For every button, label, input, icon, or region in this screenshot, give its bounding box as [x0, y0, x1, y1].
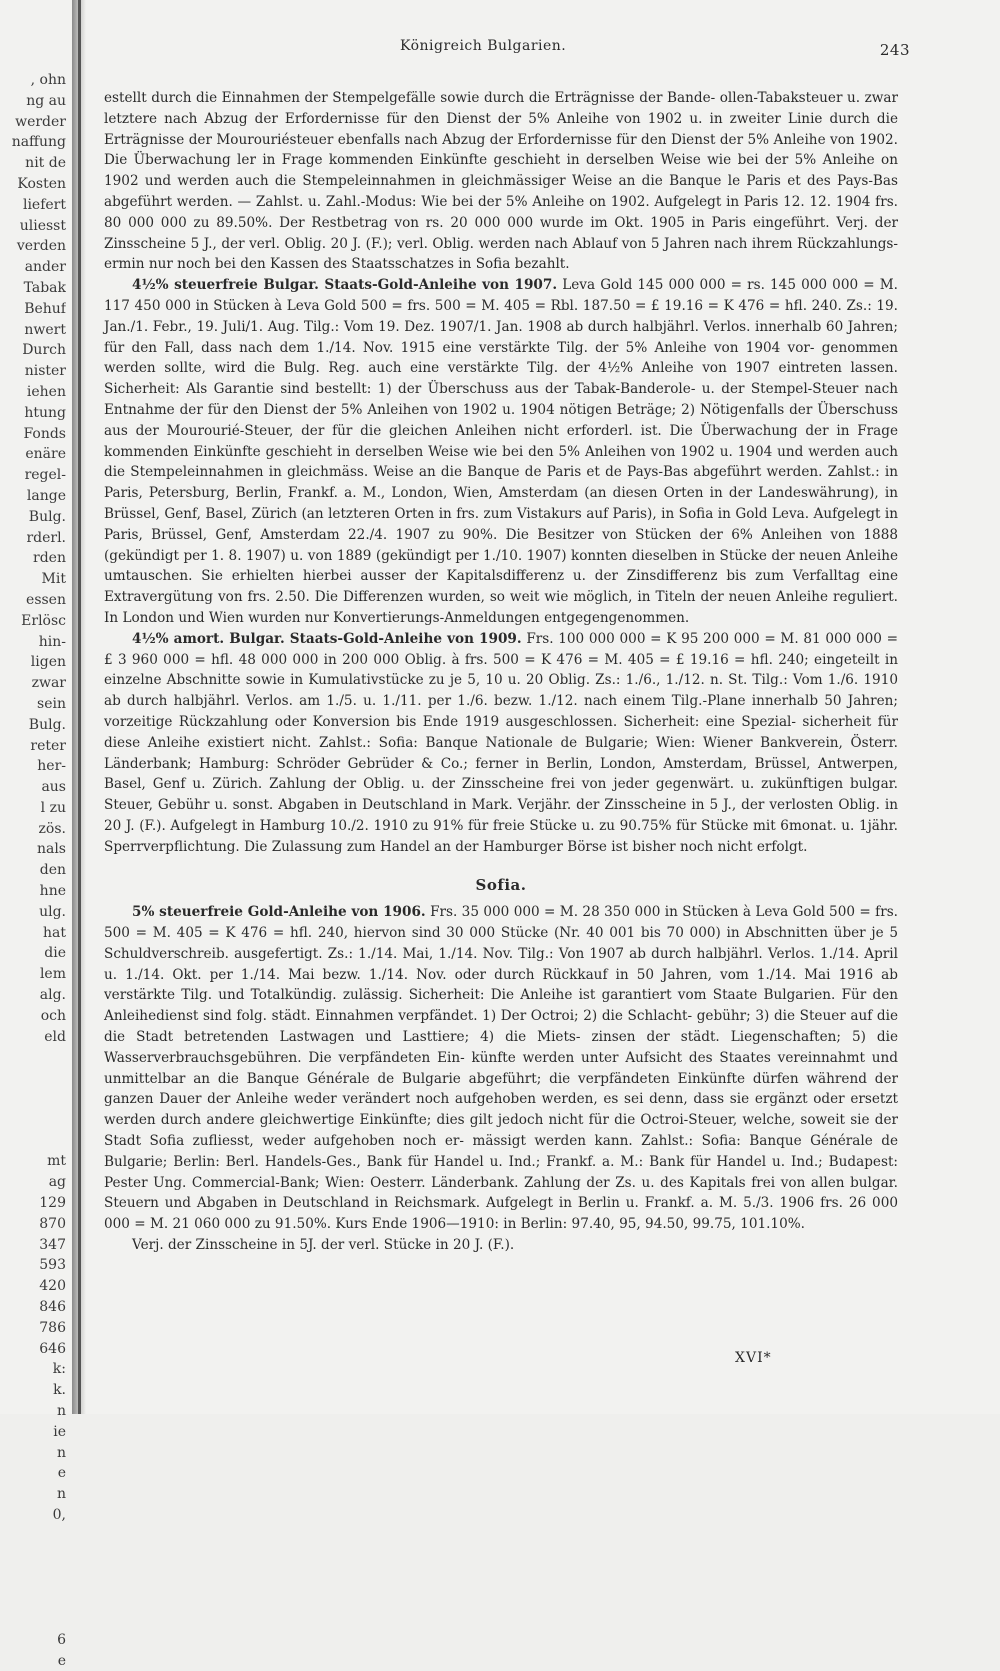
printer-signature: XVI* — [735, 1350, 772, 1366]
facing-page-line: k. — [53, 1382, 66, 1399]
facing-page-line: htung — [24, 404, 66, 421]
facing-page-line: regel- — [24, 467, 66, 484]
facing-page-line — [0, 1547, 66, 1568]
facing-page-line: Bulg. — [28, 716, 66, 733]
loan-1909-entry — [104, 629, 898, 858]
facing-page-line: den — [39, 862, 66, 879]
loan-1907-title: 4½% steuerfreie Bulgar. Staats-Gold-Anleihe von 1907. — [132, 277, 558, 294]
facing-page-line: 6 — [57, 1631, 66, 1648]
facing-page-line: 870 — [39, 1215, 66, 1232]
facing-page-line: her- — [37, 758, 66, 775]
facing-page-line: Kosten — [17, 175, 66, 192]
facing-page-line: Bulg. — [28, 508, 66, 525]
facing-page-line: l zu — [40, 799, 66, 816]
loan-1909-title: 4½% amort. Bulgar. Staats-Gold-Anleihe von 1909. — [132, 630, 522, 647]
facing-page-line: och — [40, 1007, 66, 1024]
facing-page-line — [0, 1131, 66, 1152]
loan-1909-text: Frs. 100 000 000 = K 95 200 000 = M. 81 000 000 = £ 3 960 000 = hfl. 48 000 000 in 200 000 Oblig. à frs. 500 = K 476 = M. 405 = £ 19.16 = hfl. 240; eingeteilt in einzelne Abschnitte sowie in Kumulativstücke zu je 5, 10 u. 20 Oblig. Zs.: 1./6., 1./12. n. St. Tilg.: Vom 1./6. 1910 ab durch halbjährl. Verlos. am 1./5. u. 1./11. per 1./6. bezw. 1./12. nach einem Tilg.-Plane innerhalb 50 Jahren; vorzeitige Rückzahlung oder Konversion bis Ende 1919 ausgeschlossen. Sicherheit: eine Spezial- sicherheit für diese Anleihe existiert nicht. Zahlst.: Sofia: Banque Nationale de Bulgarie; Wien: Wiener Bankverein, Österr. Länderbank; Hamburg: Schröder Gebrüder & Co.; ferner in Berlin, London, Amsterdam, Brüssel, Antwerpen, Basel, Genf u. Zürich. Zahlung der Oblig. u. der Zinsscheine frei von jeder gegenwärt. u. zukünftigen bulgar. Steuer, Gebühr u. sonst. Abgaben in Deutschland in Mark. Verjähr. der Zinsscheine in 5 J., der verlosten Oblig. in 20 J. (F.). Aufgelegt in Hamburg 10./2. 1910 zu 91% für freie Stücke u. zu 90.75% für Stücke mit 6monat. u. 1jähr. Sperrverpflichtung. Die Zulassung zum Handel an der Hamburger Börse ist bisher noch nicht erfolgt. — [104, 630, 898, 855]
facing-page-line — [0, 1089, 66, 1110]
running-title: Königreich Bulgarien. — [400, 38, 567, 54]
facing-page-line: ng au — [26, 92, 66, 109]
closing-line: Verj. der Zinsscheine in 5J. der verl. Stücke in 20 J. (F.). — [132, 1237, 515, 1254]
page-number: 243 — [879, 41, 910, 59]
facing-page-line: , ohn — [30, 72, 66, 88]
facing-page-line: Behuf — [24, 300, 66, 317]
facing-page-line: enäre — [25, 446, 66, 463]
facing-page-line: e — [57, 1652, 66, 1669]
loan-1906-entry — [104, 902, 898, 1235]
facing-page-line: nit de — [25, 155, 66, 172]
facing-page-line — [0, 1110, 66, 1131]
facing-page-line: n — [56, 1444, 66, 1461]
loan-1907-entry — [104, 275, 898, 629]
facing-page-line: werder — [15, 113, 66, 130]
facing-page-line: Erlösc — [21, 612, 66, 629]
facing-page-line: 593 — [39, 1257, 66, 1274]
facing-page-line: 646 — [39, 1340, 66, 1357]
facing-page-fragment — [0, 70, 66, 1671]
facing-page-line: iehen — [26, 383, 66, 400]
facing-page-line: mt — [47, 1153, 66, 1170]
facing-page-line — [0, 1047, 66, 1068]
facing-page-line: nister — [24, 363, 66, 380]
facing-page-line: alg. — [39, 987, 66, 1004]
facing-page-line: uliesst — [19, 217, 66, 234]
facing-page-line: 786 — [39, 1319, 66, 1336]
facing-page-line: zwar — [31, 675, 66, 692]
facing-page-line: verden — [16, 238, 66, 255]
facing-page-line: zös. — [38, 820, 66, 837]
facing-page-line: hne — [39, 883, 66, 900]
facing-page-line: 347 — [39, 1236, 66, 1253]
page-header — [90, 38, 910, 62]
facing-page-line: naffung — [11, 134, 66, 151]
facing-page-line: hin- — [38, 633, 66, 650]
facing-page-line: hat — [43, 924, 66, 941]
facing-page-line — [0, 1588, 66, 1609]
facing-page-line: aus — [41, 779, 66, 796]
facing-page-line: die — [44, 945, 66, 962]
facing-page-line: nwert — [24, 321, 66, 338]
facing-page-line: lem — [39, 966, 66, 983]
facing-page-line: rden — [33, 550, 66, 567]
facing-page-line: rderl. — [26, 529, 66, 546]
facing-page-line: Fonds — [23, 425, 66, 442]
facing-page-line: sein — [37, 695, 66, 712]
facing-page-line: reter — [30, 737, 66, 754]
facing-page-line: ie — [53, 1423, 66, 1440]
main-text-column — [104, 88, 898, 1256]
facing-page-line: 420 — [39, 1278, 66, 1295]
facing-page-line: nals — [36, 841, 66, 858]
facing-page-line: essen — [26, 591, 66, 608]
facing-page-line: e — [57, 1465, 66, 1482]
section-heading-sofia: Sofia. — [475, 876, 527, 895]
facing-page-line: lange — [26, 487, 66, 504]
loan-1906-text: Frs. 35 000 000 = M. 28 350 000 in Stücken à Leva Gold 500 = frs. 500 = M. 405 = K 476 = hfl. 240, hiervon sind 30 000 Stücke (Nr. 40 001 bis 70 000) in Abschnitten über je 5 Schuldverschreib. ausgefertigt. Zs.: 1./14. Mai, 1./14. Nov. Tilg.: Von 1907 ab durch halbjährl. Verlos. 1./14. April u. 1./14. Okt. per 1./14. Mai bezw. 1./14. Nov. oder durch Rückkauf in 50 Jahren, vom 1./14. Mai 1916 ab verstärkte Tilg. und Totalkündig. zulässig. Sicherheit: Die Anleihe ist garantiert vom Staate Bulgarien. Für den Anleihedienst sind folg. städt. Einnahmen verpfändet. 1) Der Octroi; 2) die Schlacht- gebühr; 3) die Steuer auf die die Stadt betretenden Lastwagen und Lasttiere; 4) die Miets- zinsen der städt. Liegenschaften; 5) die Wasserverbrauchsgebühren. Die verpfändeten Ein- künfte werden unter Aufsicht des Staates vereinnahmt und unmittelbar an die Banque Générale de Bulgarie abgeführt; die verpfändeten Einkünfte dürfen während der ganzen Dauer der Anleihe weder verändert noch aufgehoben werden, es sei denn, dass sie ergänzt oder ersetzt werden durch andere gleichwertige Einkünfte; dies gilt jedoch nicht für die Octroi-Steuer, welche, soweit sie der Stadt Sofia zufliesst, weder aufgehoben noch er- mässigt werden kann. Zahlst.: Sofia: Banque Générale de Bulgarie; Berlin: Berl. Handels-Ges., Bank für Handel u. Ind.; Frankf. a. M.: Bank für Handel u. Ind.; Budapest: Pester Ung. Commercial-Bank; Wien: Oesterr. Länderbank. Zahlung der Zs. u. des Kapitals frei von allen bulgar. Steuern und Abgaben in Deutschland in Reichsmark. Aufgelegt in Berlin u. Frankf. a. M. 5./3. 1906 frs. 26 000 000 = M. 21 060 000 zu 91.50%. Kurs Ende 1906—1910: in Berlin: 97.40, 95, 94.50, 99.75, 101.10%. — [104, 904, 898, 1233]
facing-page-line — [0, 1068, 66, 1089]
facing-page-line: Mit — [41, 571, 66, 588]
facing-page-line: 0, — [52, 1506, 66, 1523]
intro-paragraph: estellt durch die Einnahmen der Stempelgefälle sowie durch die Erträgnisse der Bande- ollen-Tabaksteuer u. zwar letztere nach Abzug der Erfordernisse für den Dienst der 5% Anleihe von 1902 u. in zweiter Linie durch die Erträgnisse der Mourouriésteuer ebenfalls nach Abzug der Erfordernisse für den Dienst der 5% Anleihe von 1902. Die Überwachung ler in Frage kommenden Einkünfte geschieht in derselben Weise wie bei der 5% Anleihe on 1902 und werden auch die Stempeleinnahmen in gleichmässiger Weise an die Banque le Paris et des Pays-Bas abgeführt werden. — Zahlst. u. Zahl.-Modus: Wie bei der 5% Anleihe on 1902. Aufgelegt in Paris 12. 12. 1904 frs. 80 000 000 zu 89.50%. Der Restbetrag von rs. 20 000 000 wurde im Okt. 1905 in Paris eingeführt. Verj. der Zinsscheine 5 J., der verl. Oblig. 20 J. (F.); verl. Oblig. werden nach Ablauf von 5 Jahren nach ihrem Rückzahlungs- ermin nur noch bei den Kassen des Staatsschatzes in Sofia bezahlt. — [104, 90, 898, 273]
facing-page-line: n — [56, 1403, 66, 1419]
facing-page-line: Durch — [22, 342, 66, 359]
facing-page-line — [0, 1526, 66, 1547]
facing-page-line: ander — [24, 259, 66, 276]
facing-page-line — [0, 1567, 66, 1588]
facing-page-line: k: — [52, 1361, 66, 1378]
facing-page-line: Tabak — [23, 279, 66, 296]
facing-page-line: ligen — [30, 654, 66, 671]
facing-page-line: eld — [44, 1028, 66, 1045]
binding-gutter-line — [78, 0, 81, 1414]
facing-page-line: n — [56, 1486, 66, 1503]
facing-page-line — [0, 1609, 66, 1630]
facing-page-line: 129 — [39, 1195, 66, 1212]
facing-page-line: ag — [48, 1174, 66, 1191]
facing-page-line: 846 — [39, 1299, 66, 1316]
facing-page-line: ulg. — [39, 903, 66, 920]
loan-1907-text: Leva Gold 145 000 000 = rs. 145 000 000 = M. 117 450 000 in Stücken à Leva Gold 500 = frs. 500 = M. 405 = Rbl. 187.50 = £ 19.16 = K 476 = hfl. 240. Zs.: 19. Jan./1. Febr., 19. Juli/1. Aug. Tilg.: Vom 19. Dez. 1907/1. Jan. 1908 ab durch halbjährl. Verlos. innerhalb 60 Jahren; für den Fall, dass nach dem 1./14. Nov. 1915 eine verstärkte Tilg. der 5% Anleihe von 1904 vor- genommen werden sollte, wird die Bulg. Reg. auch eine verstärkte Tilg. der 4½% Anleihe von 1907 eintreten lassen. Sicherheit: Als Garantie sind bestellt: 1) der Überschuss aus der Tabak-Banderole- u. der Stempel-Steuer nach Entnahme der für den Dienst der 5% Anleihen von 1902 u. 1904 nötigen Beträge; 2) Nötigenfalls der Überschuss aus der Mourourié-Steuer, der für die gleichen Anleihen nicht erforderl. ist. Die Überwachung der in Frage kommenden Einkünfte geschieht in derselben Weise wie bei den 5% Anleihen von 1902 u. 1904 und werden auch die Stempeleinnahmen in gleichmäss. Weise an die Banque de Paris et de Pays-Bas abgeführt werden. Zahlst.: in Paris, Petersburg, Berlin, Frankf. a. M., London, Wien, Amsterdam (an diesen Orten in der Landeswährung), in Brüssel, Genf, Basel, Zürich (an letzteren Orten in frs. zum Vistakurs auf Paris), in Sofia in Gold Leva. Aufgelegt in Paris, Brüssel, Genf, Amsterdam 22./4. 1907 zu 90%. Die Besitzer von Stücken der 6% Anleihen von 1888 (gekündigt per 1. 8. 1907) u. von 1889 (gekündigt per 1./10. 1907) konnten dieselben in Stücke der neuen Anleihe umtauschen. Sie erhielten hierbei ausser der Kapitalsdifferenz u. der Zinsdifferenz bis zum Verfalltag eine Extravergütung von frs. 2.50. Die Differenzen wurden, so weit wie möglich, in Titeln der neuen Anleihe reguliert. In London und Wien wurden nur Konvertierungs-Anmeldungen entgegengenommen. — [104, 277, 898, 626]
facing-page-line: liefert — [22, 196, 66, 213]
loan-1906-title: 5% steuerfreie Gold-Anleihe von 1906. — [132, 904, 426, 921]
